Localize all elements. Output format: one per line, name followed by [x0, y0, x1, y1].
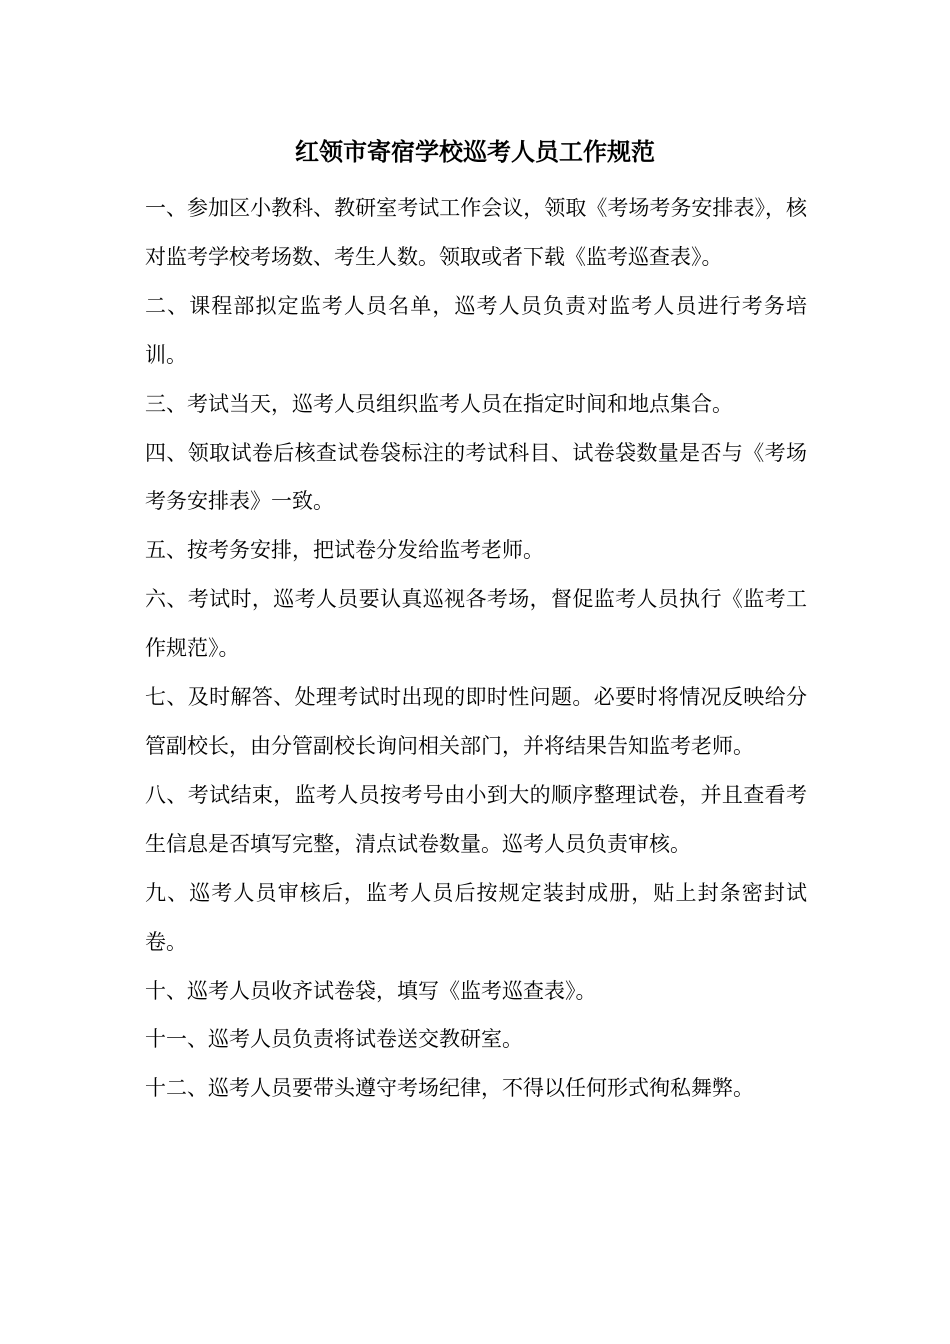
paragraph-5: 五、按考务安排，把试卷分发给监考老师。: [145, 538, 544, 563]
paragraph-7: 七、及时解答、处理考试时出现的即时性问题。必要时将情况反映给分管副校长，由分管副校长询问相关部门，并将结果告知监考老师。: [145, 685, 807, 758]
paragraph-3: 三、考试当天，巡考人员组织监考人员在指定时间和地点集合。: [145, 391, 733, 416]
paragraph-8: 八、考试结束，监考人员按考号由小到大的顺序整理试卷，并且查看考生信息是否填写完整，清点试卷数量。巡考人员负责审核。: [145, 782, 807, 856]
document-title: 红领市寄宿学校巡考人员工作规范: [295, 137, 655, 166]
paragraph-9: 九、巡考人员审核后，监考人员后按规定装封成册，贴上封条密封试卷。: [145, 880, 807, 954]
paragraph-10: 十、巡考人员收齐试卷袋，填写《监考巡查表》。: [145, 978, 597, 1003]
paragraph-6: 六、考试时，巡考人员要认真巡视各考场，督促监考人员执行《监考工作规范》。: [145, 587, 807, 661]
paragraph-4: 四、领取试卷后核查试卷袋标注的考试科目、试卷袋数量是否与《考场考务安排表》一致。: [145, 440, 807, 514]
document-body: [145, 184, 807, 1113]
paragraph-1: 一、参加区小教科、教研室考试工作会议，领取《考场考务安排表》，核对监考学校考场数、考生人数。领取或者下载《监考巡查表》。: [145, 196, 807, 269]
paragraph-11: 十一、巡考人员负责将试卷送交教研室。: [145, 1027, 523, 1052]
paragraph-12: 十二、巡考人员要带头遵守考场纪律，不得以任何形式徇私舞弊。: [145, 1076, 754, 1101]
paragraph-2: 二、课程部拟定监考人员名单，巡考人员负责对监考人员进行考务培训。: [145, 293, 807, 367]
